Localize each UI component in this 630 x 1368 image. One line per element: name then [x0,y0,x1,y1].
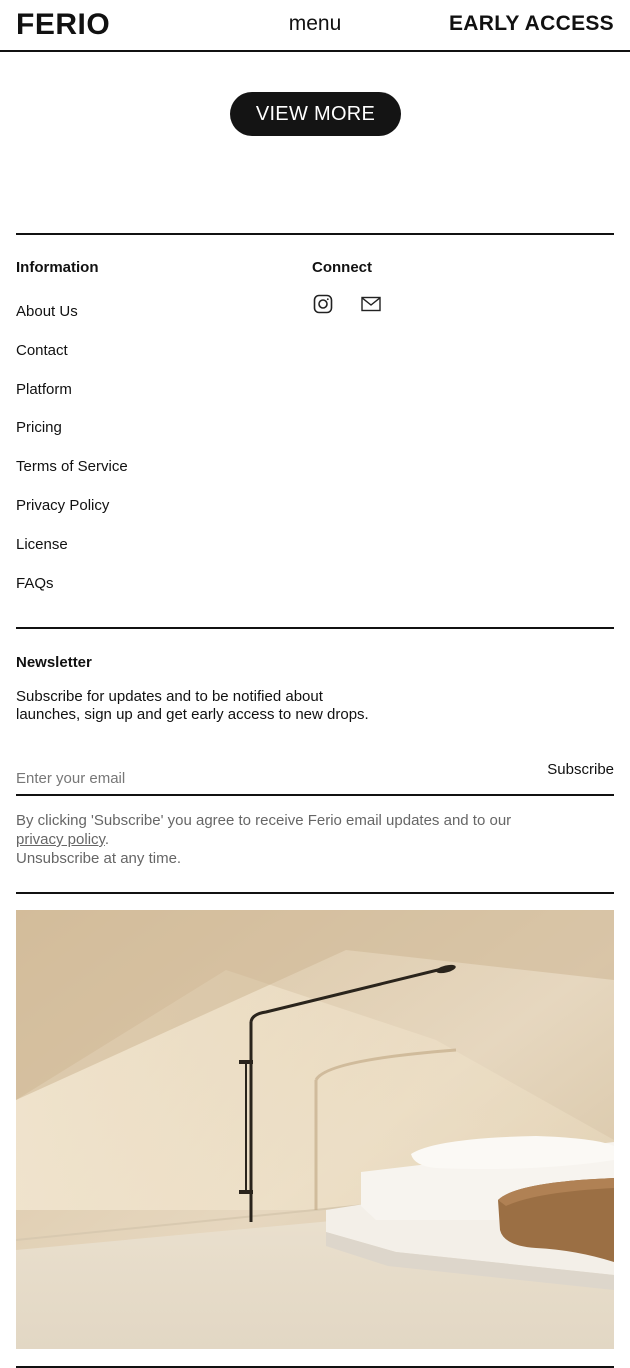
consent-line [16,811,536,830]
connect-title: Connect [312,259,372,276]
consent-prefix: By clicking 'Subscribe' you agree to receive Ferio email updates and to our [16,812,512,829]
information-title: Information [16,259,99,276]
logo[interactable]: FERIO [16,8,111,41]
unsubscribe-note: Unsubscribe at any time. [16,850,182,867]
instagram-icon[interactable] [312,293,334,315]
consent-period: . [104,831,110,848]
email-input[interactable] [16,766,516,790]
subscribe-button[interactable]: Subscribe [547,761,614,778]
menu-button[interactable]: menu [288,12,342,35]
email-underline [16,794,614,796]
about-us-link[interactable]: About Us [16,303,78,320]
view-more-button[interactable]: VIEW MORE [230,92,401,136]
newsletter-description-line: launches, sign up and get early access to new drops. [16,706,369,723]
newsletter-description-line: Subscribe for updates and to be notified about [16,688,323,705]
terms-link[interactable]: Terms of Service [16,458,128,475]
bedroom-lamp-image [16,910,614,1349]
license-link[interactable]: License [16,536,68,553]
divider [16,892,614,894]
pricing-link[interactable]: Pricing [16,419,62,436]
site-header [0,0,630,52]
consent-line [16,830,536,849]
newsletter-description [16,688,376,724]
consent-text [16,811,536,868]
contact-link[interactable]: Contact [16,342,68,359]
divider [16,233,614,235]
early-access-link[interactable]: EARLY ACCESS [448,12,614,35]
privacy-policy-link[interactable]: privacy policy [16,831,105,848]
mail-icon[interactable] [360,293,382,315]
faqs-link[interactable]: FAQs [16,575,54,592]
platform-link[interactable]: Platform [16,381,72,398]
newsletter-title: Newsletter [16,654,92,671]
divider [16,627,614,629]
privacy-policy-link[interactable]: Privacy Policy [16,497,110,514]
